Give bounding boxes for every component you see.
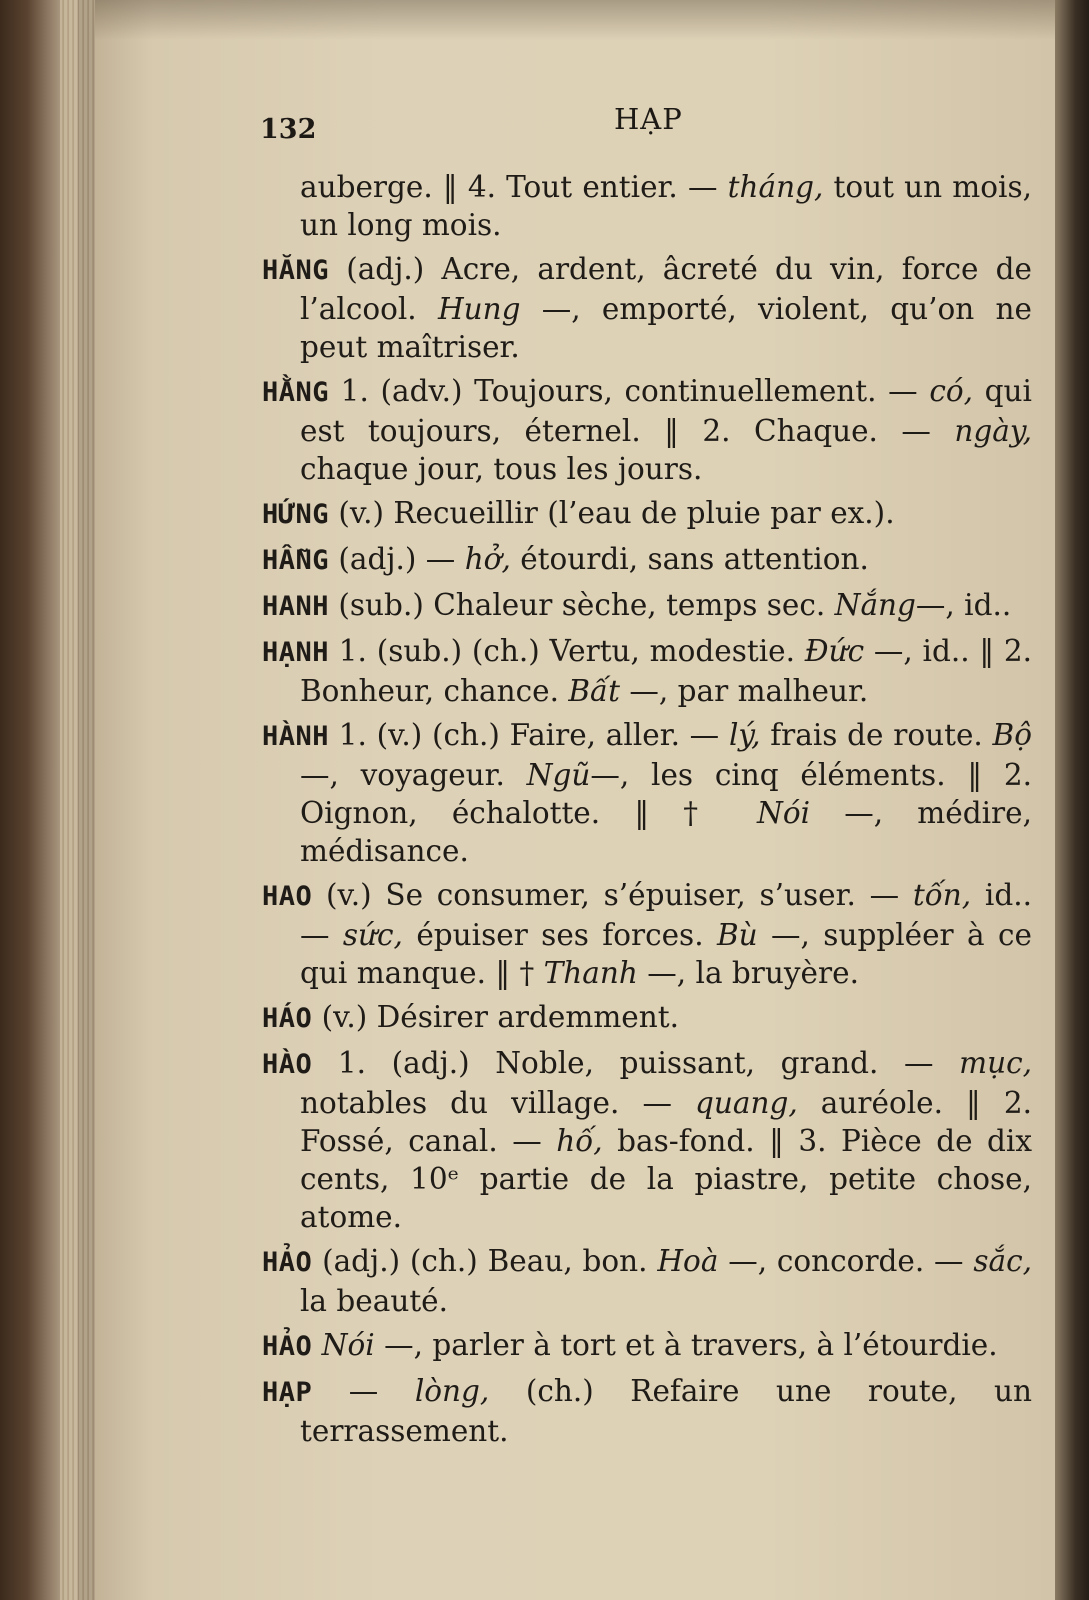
entry-example-term: Hoà [657, 1244, 719, 1278]
entry-definition-text: —, la bruyère. [637, 956, 859, 990]
entry-definition-text: qui est toujours, éternel. ‖ 2. Chaque. — [300, 374, 1032, 448]
dictionary-entry [262, 998, 1032, 1038]
dictionary-entry [262, 1326, 1032, 1366]
dictionary-entry [262, 1372, 1032, 1450]
dictionary-entry [262, 586, 1032, 626]
entry-example-term: lý, [728, 718, 761, 752]
entry-definition-text: —, parler à tort et à travers, à l’étourdie. [374, 1328, 998, 1362]
entry-definition-text: tout un mois, un long mois. [300, 170, 1032, 242]
page-edges [60, 0, 100, 1600]
entry-definition-text: auberge. ‖ 4. Tout entier. — [300, 170, 728, 204]
dictionary-entry [262, 1044, 1032, 1236]
entry-example-term: hố, [556, 1124, 603, 1158]
entry-example-term: Ngũ [526, 758, 591, 792]
entry-headword: HẠNH [262, 637, 330, 668]
entry-definition-text: (adj.) (ch.) Beau, bon. [312, 1244, 658, 1278]
entry-example-term: Hung [437, 292, 521, 326]
dictionary-entry [262, 250, 1032, 366]
entry-definition-text: (v.) Recueillir (l’eau de pluie par ex.). [329, 496, 895, 530]
entry-example-term: Thanh [543, 956, 638, 990]
entry-definition-text: —, par malheur. [619, 674, 869, 708]
page-number: 132 [260, 114, 317, 145]
entry-example-term: tốn, [912, 878, 972, 912]
dictionary-entry [262, 632, 1032, 710]
entry-definition-text: chaque jour, tous les jours. [300, 452, 703, 486]
entry-example-term: có, [929, 374, 974, 408]
dictionary-entry [262, 168, 1032, 244]
dictionary-entry [262, 372, 1032, 488]
entry-headword: HÀNH [262, 721, 330, 752]
dictionary-entry [262, 716, 1032, 870]
running-head: HẠP [614, 102, 683, 136]
entry-definition-text: —, id.. [915, 588, 1012, 622]
dictionary-entry [262, 540, 1032, 580]
entry-example-term: lòng, [414, 1374, 490, 1408]
entry-definition-text: (v.) Se consumer, s’épuiser, s’user. — [312, 878, 913, 912]
entry-definition-text: —, concorde. — [718, 1244, 974, 1278]
entry-definition-text: —, les cinq éléments. ‖ 2. Oignon, échalotte. ‖ † [300, 758, 1032, 830]
right-page-edge [1055, 0, 1089, 1600]
dictionary-entry [262, 876, 1032, 992]
entry-definition-text: bas-fond. ‖ 3. Pièce de dix cents, 10ᵉ partie de la piastre, petite chose, atome. [300, 1124, 1032, 1234]
entry-definition-text: auréole. ‖ 2. Fossé, canal. — [300, 1086, 1032, 1158]
entry-example-term: Nắng [834, 588, 916, 622]
entry-definition-text: —, médire, médisance. [300, 796, 1032, 868]
entry-headword: HẪNG [262, 545, 330, 576]
entry-headword: HẠP [262, 1377, 313, 1408]
entry-definition-text: 1. (adv.) Toujours, continuellement. — [329, 374, 930, 408]
entry-definition-text: —, emporté, violent, qu’on ne peut maîtriser. [300, 292, 1032, 364]
entry-example-term: Nói [321, 1328, 375, 1362]
entry-definition-text: (sub.) Chaleur sèche, temps sec. [329, 588, 835, 622]
entry-example-term: Đức [804, 634, 865, 668]
entry-headword: HANH [262, 591, 330, 622]
entry-example-term: Nói [757, 796, 811, 830]
entry-definition-text: frais de route. [760, 718, 993, 752]
entry-definition-text: épuiser ses forces. [402, 918, 717, 952]
entry-example-term: Bất [568, 674, 620, 708]
entry-definition-text: —, voyageur. [300, 758, 527, 792]
entry-example-term: sức, [342, 918, 403, 952]
entry-example-term: tháng, [727, 170, 824, 204]
entry-definition-text: (ch.) Refaire une route, un terrassement. [300, 1374, 1032, 1448]
entry-definition-text: —, suppléer à ce qui manque. ‖ † [300, 918, 1032, 990]
entry-example-term: ngày, [954, 414, 1032, 448]
entry-definition-text: notables du village. — [300, 1086, 696, 1120]
entry-definition-text: la beauté. [300, 1284, 449, 1318]
dictionary-entry [262, 1242, 1032, 1320]
entry-definition-text [312, 1328, 321, 1362]
entry-example-term: sắc, [973, 1244, 1032, 1278]
entry-headword: HĂNG [262, 255, 330, 286]
entry-example-term: mục, [959, 1046, 1032, 1080]
entry-example-term: Bù [716, 918, 758, 952]
entry-headword: HẢO [262, 1331, 313, 1362]
entry-example-term: hở, [464, 542, 511, 576]
entry-headword: HẰNG [262, 377, 330, 408]
entry-definition-text: —, id.. ‖ 2. Bonheur, chance. [300, 634, 1032, 708]
entry-headword: HAO [262, 881, 313, 912]
entry-definition-text: 1. (v.) (ch.) Faire, aller. — [329, 718, 729, 752]
entry-example-term: quang, [695, 1086, 798, 1120]
entry-headword: HÀO [262, 1049, 313, 1080]
dictionary-entries [262, 168, 1032, 1456]
entry-headword: HỨNG [262, 499, 330, 530]
entry-example-term: Bộ [992, 718, 1032, 752]
entry-definition-text: (v.) Désirer ardemment. [312, 1000, 679, 1034]
entry-definition-text: étourdi, sans attention. [510, 542, 869, 576]
entry-definition-text: (adj.) Acre, ardent, âcreté du vin, force de l’alcool. [300, 252, 1032, 326]
entry-definition-text: (adj.) — [329, 542, 465, 576]
entry-definition-text: id.. — [300, 878, 1033, 952]
top-shadow [95, 0, 1055, 40]
entry-headword: HẢO [262, 1247, 313, 1278]
dictionary-entry [262, 494, 1032, 534]
entry-definition-text: 1. (adj.) Noble, puissant, grand. — [312, 1046, 960, 1080]
entry-headword: HÁO [262, 1003, 313, 1034]
entry-definition-text: 1. (sub.) (ch.) Vertu, modestie. [329, 634, 805, 668]
entry-definition-text: — [312, 1374, 415, 1408]
